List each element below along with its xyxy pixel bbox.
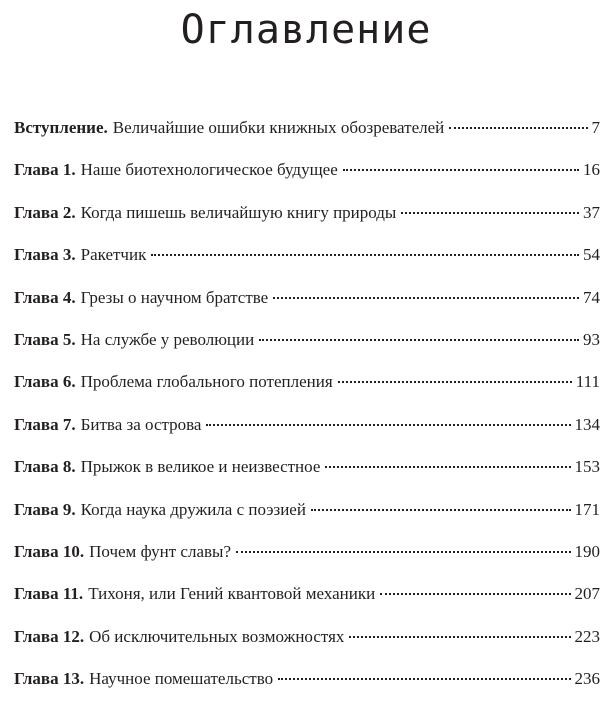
toc-entry-label: Вступление. — [14, 118, 108, 137]
toc-entry[interactable] — [14, 540, 600, 582]
toc-entry-page-number: 134 — [574, 414, 600, 434]
toc-entry-name: Грезы о научном братстве — [80, 287, 269, 307]
toc-entry-name: Прыжок в великое и неизвестное — [80, 457, 321, 477]
dot-leader — [278, 678, 570, 680]
dot-leader — [349, 636, 570, 638]
toc-entry-label: Глава 11. — [14, 584, 84, 604]
toc-entry-page-number: 54 — [583, 245, 600, 265]
dot-leader — [259, 339, 579, 341]
toc-entry[interactable] — [14, 667, 600, 709]
toc-list — [14, 116, 600, 709]
toc-entry-name: Наше биотехнологическое будущее — [80, 160, 338, 180]
toc-entry[interactable] — [14, 201, 600, 243]
toc-entry-name: Тихоня, или Гений квантовой механики — [88, 584, 376, 604]
dot-leader — [343, 169, 579, 171]
toc-entry[interactable] — [14, 158, 600, 200]
dot-leader — [401, 212, 579, 214]
dot-leader — [273, 297, 579, 299]
toc-entry-label: Глава 5. — [14, 329, 76, 349]
toc-entry-label: Глава 7. — [14, 414, 76, 434]
toc-entry-label: Глава 4. — [14, 287, 76, 307]
toc-entry-page-number: 7 — [591, 118, 600, 137]
dot-leader — [151, 254, 579, 256]
toc-entry[interactable] — [14, 328, 600, 370]
toc-entry[interactable] — [14, 625, 600, 667]
toc-entry-label: Глава 6. — [14, 372, 76, 392]
toc-entry-name: Когда пишешь величайшую книгу природы — [80, 202, 397, 222]
toc-entry[interactable] — [14, 286, 600, 328]
toc-entry-name: Научное помешательство — [89, 669, 274, 689]
toc-entry-label: Глава 12. — [14, 626, 85, 646]
toc-entry-page-number: 223 — [574, 626, 600, 646]
toc-entry[interactable] — [14, 243, 600, 285]
toc-entry[interactable] — [14, 455, 600, 497]
toc-entry-label: Глава 10. — [14, 541, 85, 561]
toc-entry-label: Глава 3. — [14, 245, 76, 265]
toc-entry[interactable] — [14, 582, 600, 624]
toc-entry-page-number: 236 — [574, 669, 600, 689]
dot-leader — [380, 593, 570, 595]
toc-entry-page-number: 207 — [574, 584, 600, 604]
toc-entry-page-number: 93 — [583, 329, 600, 349]
toc-entry-page-number: 190 — [574, 541, 600, 561]
dot-leader — [311, 509, 571, 511]
toc-entry-page-number: 74 — [583, 287, 600, 307]
toc-entry[interactable] — [14, 498, 600, 540]
toc-entry-page-number: 37 — [583, 202, 600, 222]
toc-entry-name: Когда наука дружила с поэзией — [80, 499, 306, 519]
toc-entry-page-number: 16 — [583, 160, 600, 180]
toc-entry-name: Ракетчик — [80, 245, 147, 265]
toc-entry-label: Глава 1. — [14, 160, 76, 180]
toc-entry-page-number: 171 — [574, 499, 600, 519]
toc-entry-page-number: 111 — [575, 372, 600, 392]
toc-entry[interactable] — [14, 370, 600, 412]
toc-entry[interactable] — [14, 116, 600, 158]
toc-entry-name: Величайшие ошибки книжных обозревателей — [112, 118, 445, 137]
toc-entry-name: Проблема глобального потепления — [80, 372, 333, 392]
toc-entry-label: Глава 8. — [14, 457, 76, 477]
toc-entry-label: Глава 9. — [14, 499, 76, 519]
toc-entry-name: Почем фунт славы? — [89, 541, 232, 561]
toc-entry-label: Глава 13. — [14, 669, 85, 689]
dot-leader — [338, 381, 572, 383]
toc-entry[interactable] — [14, 413, 600, 455]
dot-leader — [236, 551, 570, 553]
toc-entry-name: На службе у революции — [80, 329, 255, 349]
toc-entry-name: Битва за острова — [80, 414, 202, 434]
page-title: Оглавление — [180, 7, 432, 53]
toc-entry-name: Об исключительных возможностях — [89, 626, 345, 646]
toc-entry-page-number: 153 — [574, 457, 600, 477]
dot-leader — [325, 466, 570, 468]
dot-leader — [449, 127, 587, 129]
toc-entry-label: Глава 2. — [14, 202, 76, 222]
dot-leader — [206, 424, 570, 426]
